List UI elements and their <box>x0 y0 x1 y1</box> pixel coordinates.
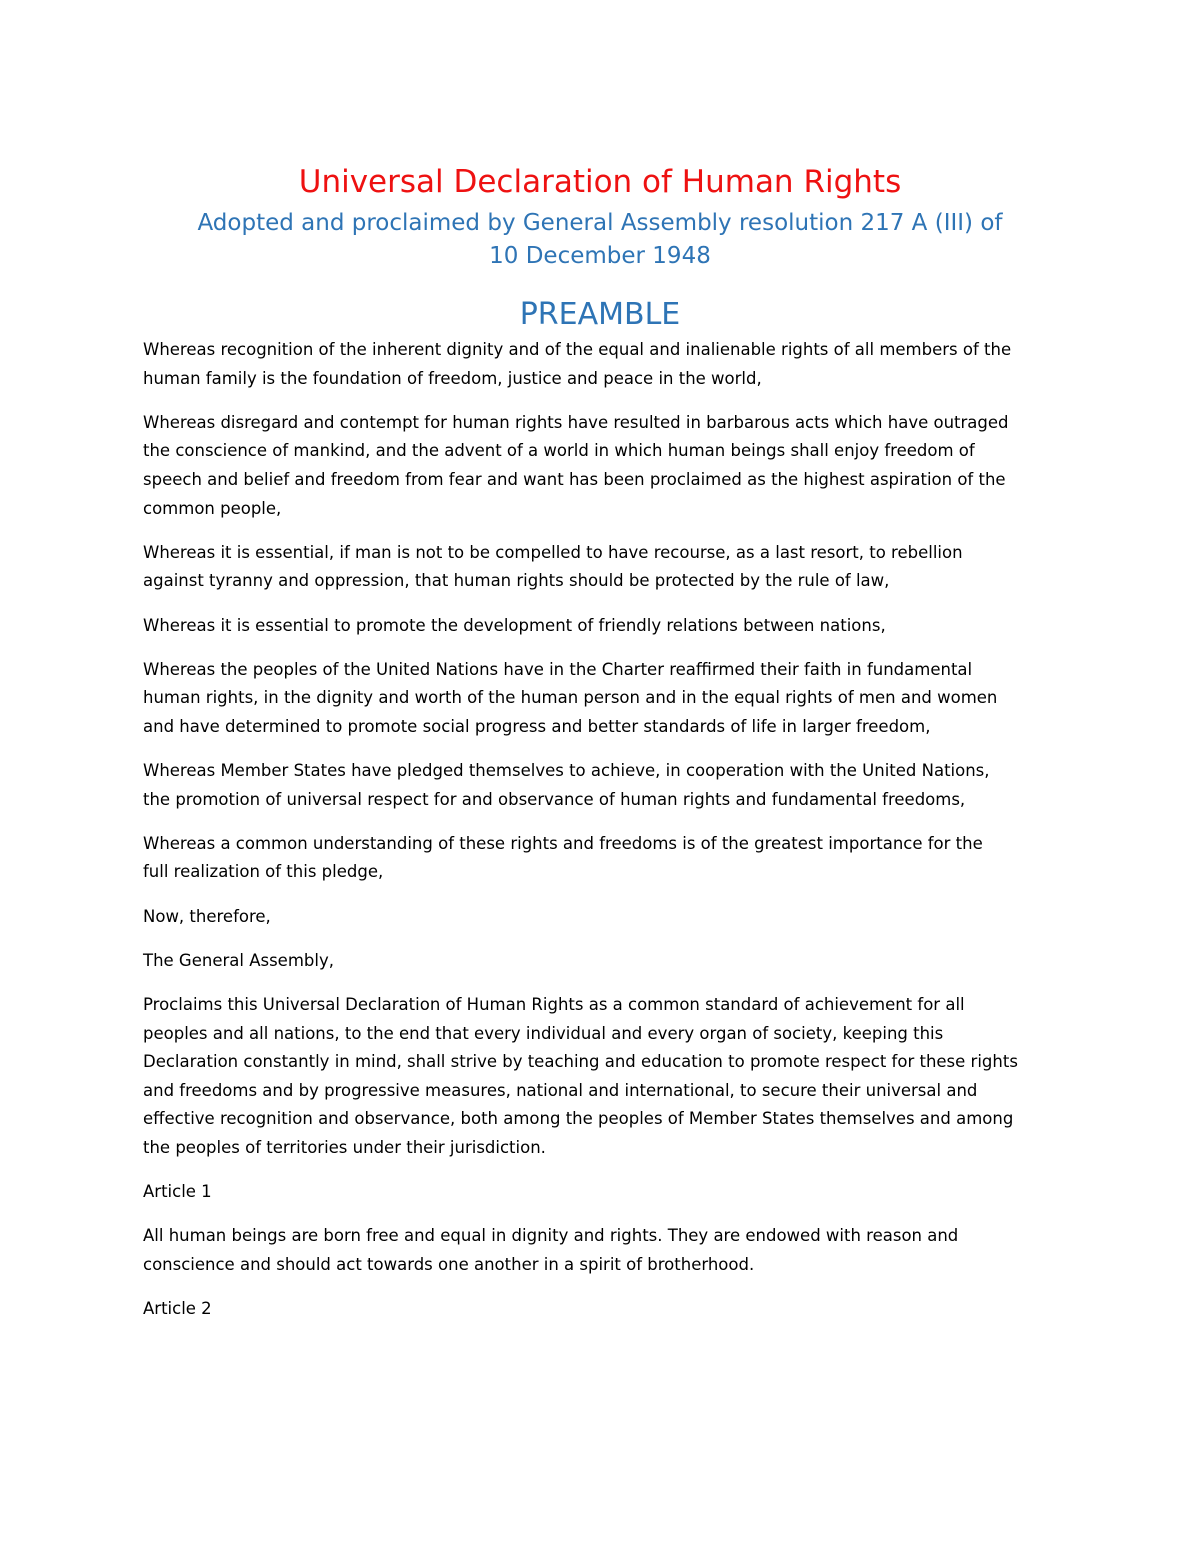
paragraph-line: against tyranny and oppression, that human rights should be protected by the rule of law, <box>143 571 890 591</box>
paragraph-line: Whereas a common understanding of these rights and freedoms is of the greatest importance for the <box>143 833 983 853</box>
paragraph <box>143 409 1073 523</box>
document-body <box>143 336 1073 1339</box>
paragraph-line: full realization of this pledge, <box>143 862 384 882</box>
paragraph-line: Whereas disregard and contempt for human rights have resulted in barbarous acts which have outraged <box>143 412 1009 432</box>
paragraph-line: the conscience of mankind, and the advent of a world in which human beings shall enjoy freedom of <box>143 441 975 461</box>
paragraph <box>143 1222 1073 1279</box>
paragraph-line: human rights, in the dignity and worth of the human person and in the equal rights of men and women <box>143 688 998 708</box>
paragraph-line: and have determined to promote social progress and better standards of life in larger freedom, <box>143 716 931 736</box>
paragraph <box>143 830 1073 887</box>
paragraph-line: and freedoms and by progressive measures, national and international, to secure their universal and <box>143 1080 978 1100</box>
paragraph-line: Whereas it is essential, if man is not to be compelled to have recourse, as a last resort, to rebellion <box>143 542 963 562</box>
paragraph <box>143 947 1073 976</box>
paragraph <box>143 336 1073 393</box>
paragraph <box>143 656 1073 742</box>
document-subtitle <box>140 207 1060 273</box>
paragraph-line: effective recognition and observance, both among the peoples of Member States themselves and among <box>143 1109 1014 1129</box>
paragraph <box>143 991 1073 1163</box>
paragraph <box>143 757 1073 814</box>
paragraph-line: Whereas it is essential to promote the development of friendly relations between nations, <box>143 615 886 635</box>
paragraph-line: The General Assembly, <box>143 950 334 970</box>
document-title: Universal Declaration of Human Rights <box>298 164 902 200</box>
paragraph-line: human family is the foundation of freedom, justice and peace in the world, <box>143 368 762 388</box>
paragraph-line: Now, therefore, <box>143 906 271 926</box>
paragraph-line: the peoples of territories under their jurisdiction. <box>143 1138 546 1157</box>
paragraph-line: common people, <box>143 498 282 518</box>
paragraph <box>143 539 1073 596</box>
paragraph-line: conscience and should act towards one another in a spirit of brotherhood. <box>143 1254 755 1274</box>
section-heading-preamble: PREAMBLE <box>519 297 681 332</box>
subtitle-line: Adopted and proclaimed by General Assembly resolution 217 A (III) of <box>197 210 1003 236</box>
paragraph-line: Article 2 <box>143 1299 212 1319</box>
paragraph-line: the promotion of universal respect for and observance of human rights and fundamental freedoms, <box>143 789 966 809</box>
paragraph <box>143 1295 1073 1324</box>
paragraph-line: peoples and all nations, to the end that every individual and every organ of society, keeping this <box>143 1023 944 1043</box>
paragraph <box>143 612 1073 641</box>
paragraph-line: speech and belief and freedom from fear and want has been proclaimed as the highest aspiration of the <box>143 469 1006 489</box>
subtitle-line: 10 December 1948 <box>489 243 711 269</box>
paragraph <box>143 903 1073 932</box>
paragraph-line: Article 1 <box>143 1182 212 1202</box>
paragraph-line: Whereas recognition of the inherent dignity and of the equal and inalienable rights of all members of the <box>143 340 1012 359</box>
paragraph-line: Whereas Member States have pledged themselves to achieve, in cooperation with the United Nations, <box>143 761 990 781</box>
paragraph-line: Proclaims this Universal Declaration of Human Rights as a common standard of achievement for all <box>143 995 965 1015</box>
paragraph <box>143 1178 1073 1207</box>
paragraph-line: Whereas the peoples of the United Nations have in the Charter reaffirmed their faith in fundamental <box>143 659 973 679</box>
paragraph-line: Declaration constantly in mind, shall strive by teaching and education to promote respect for these rights <box>143 1052 1018 1072</box>
paragraph-line: All human beings are born free and equal in dignity and rights. They are endowed with reason and <box>143 1226 959 1246</box>
